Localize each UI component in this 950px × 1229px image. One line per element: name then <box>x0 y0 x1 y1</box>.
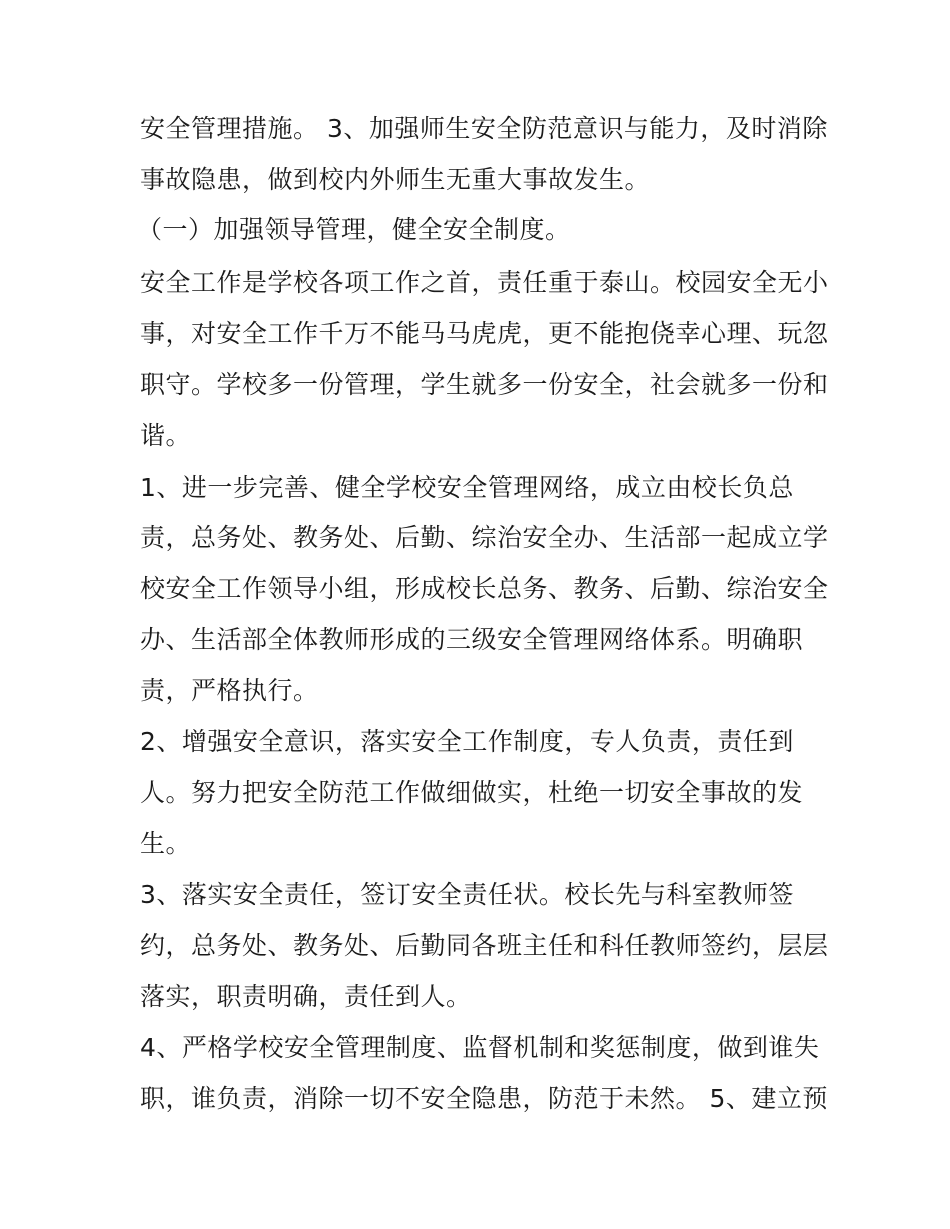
text-line: 事，对安全工作千万不能马马虎虎，更不能抱侥幸心理、玩忽 <box>140 319 829 348</box>
text-line: 3、落实安全责任，签订安全责任状。校长先与科室教师签 <box>140 880 794 909</box>
text-line: 2、增强安全意识，落实安全工作制度，专人负责，责任到 <box>140 727 794 756</box>
text-line: 办、生活部全体教师形成的三级安全管理网络体系。明确职 <box>140 625 804 654</box>
text-line: 职守。学校多一份管理，学生就多一份安全，社会就多一份和 <box>140 370 829 399</box>
text-line: 1、进一步完善、健全学校安全管理网络，成立由校长负总 <box>140 473 794 502</box>
section-heading: （一）加强领导管理，健全安全制度。 <box>137 215 571 244</box>
text-line: 校安全工作领导小组，形成校长总务、教务、后勤、综治安全 <box>140 574 829 603</box>
text-line: 安全管理措施。 3、加强师生安全防范意识与能力，及时消除 <box>140 114 828 143</box>
text-line: 责，总务处、教务处、后勤、综治安全办、生活部一起成立学 <box>140 523 829 552</box>
text-line: 落实，职责明确，责任到人。 <box>140 982 472 1011</box>
text-line: 约，总务处、教务处、后勤同各班主任和科任教师签约，层层 <box>140 931 829 960</box>
text-line: 职，谁负责，消除一切不安全隐患，防范于未然。 5、建立预 <box>140 1084 828 1113</box>
text-line: 安全工作是学校各项工作之首，责任重于泰山。校园安全无小 <box>140 268 829 297</box>
text-line: 谐。 <box>140 421 192 450</box>
text-line: 人。努力把安全防范工作做细做实，杜绝一切安全事故的发 <box>140 778 804 807</box>
text-line: 生。 <box>140 829 192 858</box>
text-line: 4、严格学校安全管理制度、监督机制和奖惩制度，做到谁失 <box>140 1033 820 1062</box>
text-line: 责，严格执行。 <box>140 676 319 705</box>
text-line: 事故隐患，做到校内外师生无重大事故发生。 <box>140 165 651 194</box>
